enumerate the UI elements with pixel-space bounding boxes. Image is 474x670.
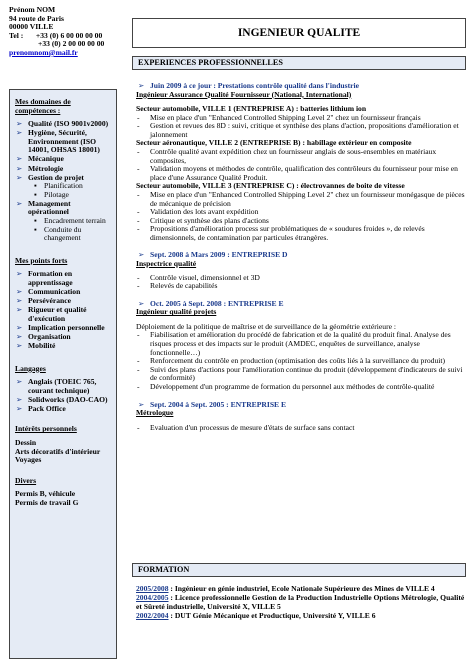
formation-year: 2002/2004 [136,610,169,620]
experience-section [136,82,466,432]
fort-item: ➢ Organisation [15,333,111,342]
formation-text: : Licence professionnelle Gestion de la Production Industrielle Options Métrologie, Qualité et Sûreté industrielle, Université X, VILLE 5 [136,593,465,611]
job-sector: Secteur aéronautique, VILLE 2 (ENTREPRISE B) : habillage extérieur en composite [136,138,412,148]
interet-item: Arts décoratifs d'intérieur [15,446,101,456]
job-tasks [136,274,466,291]
interet-item: Voyages [15,455,42,465]
domaine-subitem: ▪ Conduite du changement [28,226,111,243]
formation-text: : DUT Génie Mécanique et Productique, Université Y, VILLE 6 [168,610,376,620]
task-item: - Gestion et revues des 8D : suivi, critique et synthèse des plans d'action, propositions d'amélioration et jalonnement [136,122,466,139]
fort-item: ➢ Formation en apprentissage [15,270,111,287]
task-item: - Propositions d'amélioration process sur problématiques de « soudures froides », de relevés dimensionnels, de contamination par particules étrangères. [136,225,466,242]
task-item: - Validation moyens et méthodes de contrôle, qualification des contrôleurs du fournisseur pour mise en place d'une Assurance Qualité Produit. [136,165,466,182]
job-period: ➢ Sept. 2004 à Sept. 2005 : ENTREPRISE E [136,401,466,410]
job-period: ➢ Oct. 2005 à Sept. 2008 : ENTREPRISE E [136,300,466,309]
domaine-item: ➢ Hygiène, Sécurité, Environnement (ISO 14001, OHSAS 18001) [15,129,111,155]
job-period: ➢ Sept. 2008 à Mars 2009 : ENTREPRISE D [136,251,466,260]
langages-list [15,378,111,413]
candidate-name: Prénom NOM [9,5,56,14]
task-item: - Suivi des plans d'actions pour l'amélioration continue du produit (développement d'indicateurs de suivi de conformité) [136,366,466,383]
task-item: - Validation des lots avant expédition [136,208,466,217]
domaines-title: Mes domaines de compétences : [15,97,71,115]
job-period: ➢ Juin 2009 à ce jour : Prestations contrôle qualité dans l'industrie [136,82,466,91]
task-item: - Mise en place d'un "Enhanced Controlled Shipping Level 2" chez un fournisseur monégasque de pièces de mécanique de précision [136,191,466,208]
job-role: Inspectrice qualité [136,258,197,268]
task-item: - Contrôle visuel, dimensionnel et 3D [136,274,466,283]
fort-item: ➢ Rigueur et qualité d'exécution [15,306,111,323]
domaine-label: Gestion de projet [28,172,84,182]
job-role: Ingénieur Assurance Qualité Fournisseur (National, International) [136,89,352,99]
domaines-list [15,120,111,243]
job-role: Métrologue [136,408,174,418]
email-link[interactable]: prenomnom@mail.fr [9,47,78,57]
langage-item: ➢ Solidworks (DAO-CAO) [15,396,111,405]
domaine-subitem: ▪ Pilotage [28,191,111,200]
fort-item: ➢ Persévérance [15,297,111,306]
job-sector: Secteur automobile, VILLE 1 (ENTREPRISE A) : batteries lithium ion [136,104,367,114]
forts-title: Mes points forts [15,255,68,265]
task-item: - Renforcement du contrôle en production (optimisation des coûts liés à la surveillance du produit) [136,357,466,366]
domaine-sublist [28,182,111,199]
address-line: 94 route de Paris [9,13,64,23]
formation-row [136,612,466,621]
divers-item: Permis de travail G [15,497,79,507]
domaine-item [15,200,111,243]
job-intro: Déploiement de la politique de maîtrise et de surveillance de la géométrie extérieure : [136,321,396,331]
langages-title: Langages [15,363,46,373]
domaine-item [15,174,111,200]
task-item: - Fiabilisation et amélioration du procédé de fabrication et de la qualité du produit final. Analyse des risques process et des impacts sur le produit (AMDEC, enquêtes de surveillance, analyse fonctionnelle…) [136,331,466,357]
divers-item: Permis B, véhicule [15,489,76,499]
interet-item: Dessin [15,438,37,447]
contact-block [9,6,121,57]
task-item: - Contrôle qualité avant expédition chez un fournisseur anglais de sous-ensembles en matériaux composites, [136,148,466,165]
formation-section [136,585,466,621]
domaine-item: ➢ Métrologie [15,165,111,174]
domaine-item: ➢ Qualité (ISO 9001v2000) [15,120,111,129]
forts-list [15,270,111,350]
domaine-subitem: ▪ Encadrement terrain [28,217,111,226]
fort-item: ➢ Mobilité [15,342,111,351]
city-line: 00000 VILLE [9,22,54,32]
job-tasks [136,148,466,182]
formation-row [136,594,466,611]
divers-title: Divers [15,475,37,485]
sidebar [9,89,117,659]
tel-1: +33 (0) 6 00 00 00 00 [35,30,103,40]
job-tasks [136,114,466,140]
fort-item: ➢ Communication [15,288,111,297]
domaine-subitem: ▪ Planification [28,182,111,191]
task-item: - Evaluation d'un processus de mesure d'états de surface sans contact [136,424,466,433]
domaine-item: ➢ Mécanique [15,155,111,164]
job-tasks [136,424,466,433]
formation-year: 2004/2005 [136,593,169,603]
tel-2: +33 (0) 2 00 00 00 00 [38,39,105,49]
domaine-label: Management opérationnel [28,198,71,217]
task-item: - Développement d'un programme de formation du personnel aux méthodes de contrôle-qualité [136,383,466,392]
job-role: Ingénieur qualité projets [136,307,217,317]
langage-item: ➢ Pack Office [15,405,111,414]
task-item: - Relevés de capabilités [136,282,466,291]
fort-item: ➢ Implication personnelle [15,324,111,333]
job-tasks [136,331,466,391]
domaine-sublist [28,217,111,243]
formation-year: 2005/2008 [136,584,169,593]
tel-label: Tel : [9,30,24,40]
interets-title: Intérêts personnels [15,424,77,434]
job-sector: Secteur automobile, VILLE 3 (ENTREPRISE C) : électrovannes de boite de vitesse [136,181,405,191]
page-title: INGENIEUR QUALITE [132,18,466,48]
job-tasks [136,191,466,242]
formation-heading: FORMATION [132,563,466,577]
formation-text: : Ingénieur en génie industriel, Ecole Nationale Supérieure des Mines de VILLE 4 [168,584,435,593]
task-item: - Critique et synthèse des plans d'actions [136,217,466,226]
langage-item: ➢ Anglais (TOEIC 765, courant technique) [15,378,111,395]
task-item: - Mise en place d'un "Enhanced Controlled Shipping Level 2" chez un fournisseur français [136,114,466,123]
experience-heading: EXPERIENCES PROFESSIONNELLES [132,56,466,70]
